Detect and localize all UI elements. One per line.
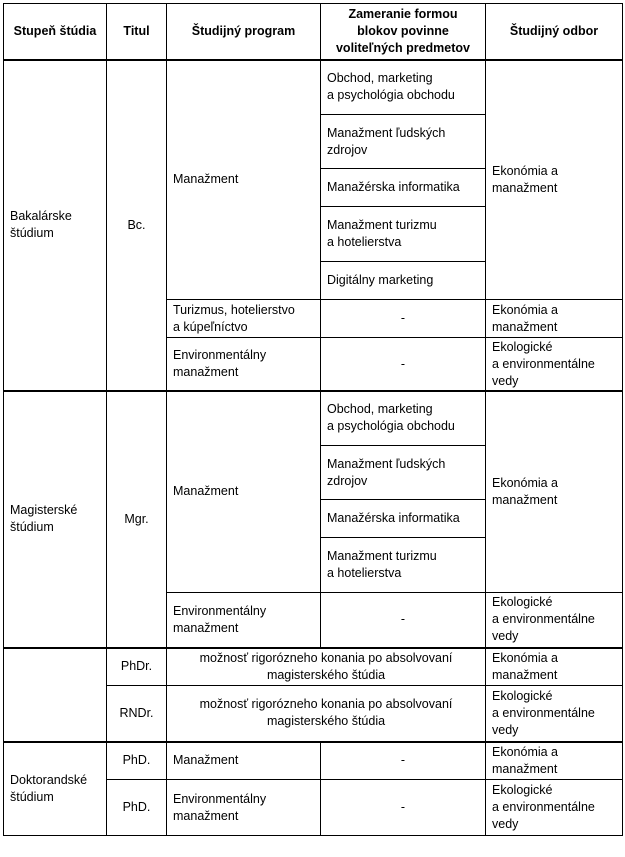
stupen-doktorandske: Doktorandské štúdium — [4, 742, 107, 836]
odbor-rig-2: Ekologické a environmentálne vedy — [486, 686, 623, 742]
program-environmentalny-bak: Environmentálny manažment — [167, 338, 321, 391]
titul-phd: PhD. — [107, 742, 167, 780]
table-row — [4, 60, 623, 115]
zameranie-item: Manažment ľudských zdrojov — [321, 115, 486, 169]
titul-mgr: Mgr. — [107, 391, 167, 648]
zameranie-none: - — [321, 593, 486, 648]
titul-phdr: PhDr. — [107, 648, 167, 686]
zameranie-item: Obchod, marketing a psychológia obchodu — [321, 391, 486, 446]
zameranie-item: Digitálny marketing — [321, 262, 486, 300]
odbor-mag-2: Ekologické a environmentálne vedy — [486, 593, 623, 648]
zameranie-item: Manažment ľudských zdrojov — [321, 446, 486, 500]
zameranie-none: - — [321, 742, 486, 780]
odbor-bak-3: Ekologické a environmentálne vedy — [486, 338, 623, 391]
stupen-bakalarske: Bakalárske štúdium — [4, 60, 107, 391]
table-row — [4, 742, 623, 780]
table-row — [4, 391, 623, 446]
program-environmentalny-dok: Environmentálny manažment — [167, 780, 321, 836]
titul-phd: PhD. — [107, 780, 167, 836]
titul-bc: Bc. — [107, 60, 167, 391]
header-titul: Titul — [107, 4, 167, 60]
program-environmentalny-mag: Environmentálny manažment — [167, 593, 321, 648]
program-turizmus: Turizmus, hotelierstvo a kúpeľníctvo — [167, 300, 321, 338]
odbor-rig-1: Ekonómia a manažment — [486, 648, 623, 686]
header-program: Študijný program — [167, 4, 321, 60]
program-manazment-mag: Manažment — [167, 391, 321, 593]
header-stupen: Stupeň štúdia — [4, 4, 107, 60]
program-manazment-bak: Manažment — [167, 60, 321, 300]
header-zameranie: Zameranie formou blokov povinne voliteľných predmetov — [321, 4, 486, 60]
header-row — [4, 4, 623, 60]
zameranie-item: Obchod, marketing a psychológia obchodu — [321, 60, 486, 115]
rigorozne-text: možnosť rigorózneho konania po absolvovaní magisterského štúdia — [167, 648, 486, 686]
titul-rndr: RNDr. — [107, 686, 167, 742]
study-programs-table — [3, 3, 623, 836]
table-row — [4, 648, 623, 686]
rigorozne-text: možnosť rigorózneho konania po absolvovaní magisterského štúdia — [167, 686, 486, 742]
stupen-magisterske: Magisterské štúdium — [4, 391, 107, 648]
zameranie-item: Manažérska informatika — [321, 500, 486, 538]
zameranie-item: Manažérska informatika — [321, 169, 486, 207]
odbor-bak-1: Ekonómia a manažment — [486, 60, 623, 300]
zameranie-none: - — [321, 300, 486, 338]
odbor-bak-2: Ekonómia a manažment — [486, 300, 623, 338]
stupen-empty — [4, 648, 107, 742]
zameranie-none: - — [321, 338, 486, 391]
program-manazment-dok: Manažment — [167, 742, 321, 780]
odbor-dok-2: Ekologické a environmentálne vedy — [486, 780, 623, 836]
header-odbor: Študijný odbor — [486, 4, 623, 60]
zameranie-item: Manažment turizmu a hotelierstva — [321, 538, 486, 593]
zameranie-none: - — [321, 780, 486, 836]
odbor-dok-1: Ekonómia a manažment — [486, 742, 623, 780]
zameranie-item: Manažment turizmu a hotelierstva — [321, 207, 486, 262]
odbor-mag-1: Ekonómia a manažment — [486, 391, 623, 593]
